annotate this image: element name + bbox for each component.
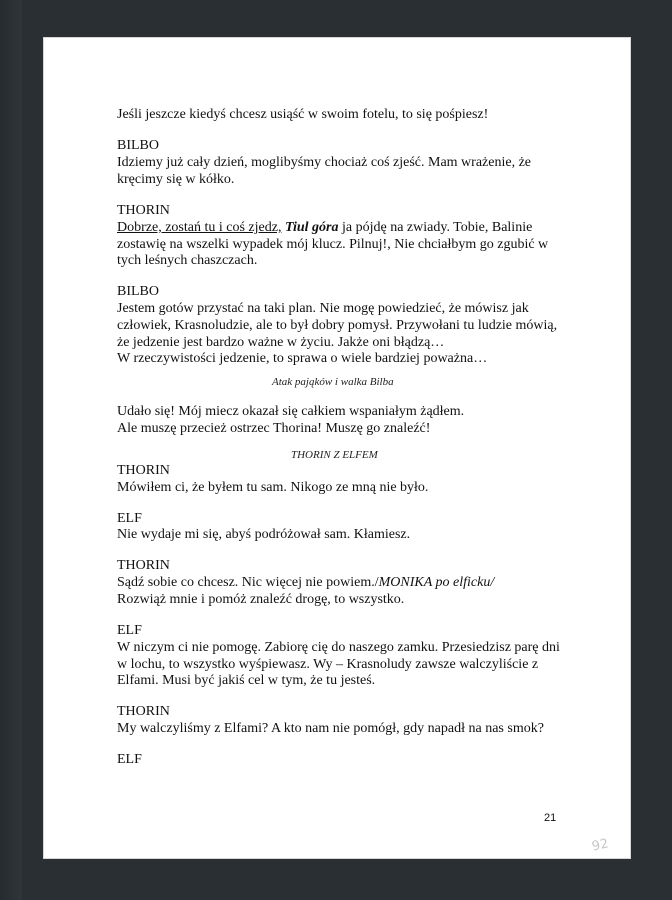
dialogue-line: tych leśnych chaszczach. bbox=[117, 253, 258, 268]
speaker-name: THORIN bbox=[117, 463, 170, 478]
dialogue-line: człowiek, Krasnoludzie, ale to był dobry pomysł. Przywołani tu ludzie mówią, bbox=[117, 318, 558, 333]
dialogue-line: Rozwiąż mnie i pomóż znaleźć drogę, to wszystko. bbox=[117, 592, 405, 607]
dialogue-line: Nie wydaje mi się, abyś podróżował sam. Kłamiesz. bbox=[117, 527, 411, 542]
speaker-name: ELF bbox=[117, 623, 142, 638]
dialogue-line: My walczyliśmy z Elfami? A kto nam nie pomógł, gdy napadł na nas smok? bbox=[117, 721, 544, 736]
dialogue-line: Udało się! Mój miecz okazał się całkiem wspaniałym żądłem. bbox=[117, 404, 465, 419]
dialogue-line: zostawię na wszelki wypadek mój klucz. Pilnuj!, Nie chciałbym go zgubić w bbox=[117, 237, 549, 252]
dialogue-line: W rzeczywistości jedzenie, to sprawa o wiele bardziej poważna… bbox=[117, 351, 488, 366]
speaker-name: BILBO bbox=[117, 284, 159, 299]
dialogue-line: w lochu, to wszystko wyśpiewasz. Wy – Krasnoludy zawsze walczyliście z bbox=[117, 657, 539, 672]
stage-note: MONIKA po elficku/ bbox=[378, 575, 495, 590]
speaker-name: THORIN bbox=[117, 558, 170, 573]
dialogue-text: Sądź sobie co chcesz. Nic więcej nie powiem./ bbox=[117, 575, 379, 590]
speaker-name: BILBO bbox=[117, 138, 159, 153]
dialogue-line bbox=[117, 574, 494, 591]
page-number: 21 bbox=[544, 812, 557, 824]
dialogue-line: W niczym ci nie pomogę. Zabiorę cię do naszego zamku. Przesiedzisz parę dni bbox=[117, 640, 560, 655]
speaker-name: ELF bbox=[117, 511, 142, 526]
dialogue-line: Jestem gotów przystać na taki plan. Nie mogę powiedzieć, że mówisz jak bbox=[117, 301, 529, 316]
scan-border bbox=[0, 0, 22, 900]
speaker-name: ELF bbox=[117, 752, 142, 767]
handwritten-page-mark: 92 bbox=[590, 836, 610, 855]
dialogue-line: Idziemy już cały dzień, moglibyśmy chociaż coś zjeść. Mam wrażenie, że bbox=[117, 155, 531, 170]
emphasized-phrase: Tiul góra bbox=[284, 220, 339, 235]
speaker-name: THORIN bbox=[117, 203, 170, 218]
underlined-phrase: Dobrze, zostań tu i coś zjedz, bbox=[117, 220, 282, 235]
dialogue-line: że jedzenie jest bardzo ważne w życiu. Jakże oni błądzą… bbox=[117, 335, 445, 350]
dialogue-line: Jeśli jeszcze kiedyś chcesz usiąść w swoim fotelu, to się pośpiesz! bbox=[117, 107, 489, 122]
dialogue-line: Mówiłem ci, że byłem tu sam. Nikogo ze mną nie było. bbox=[117, 480, 429, 495]
stage-direction: Atak pająków i walka Bilba bbox=[272, 376, 394, 388]
script-page bbox=[44, 38, 630, 858]
dialogue-line: Ale muszę przecież ostrzec Thorina! Muszę go znaleźć! bbox=[117, 421, 431, 436]
speaker-name: THORIN bbox=[117, 704, 170, 719]
dialogue-line: kręcimy się w kółko. bbox=[117, 172, 235, 187]
dialogue-line bbox=[117, 219, 532, 236]
dialogue-text: ja pójdę na zwiady. Tobie, Balinie bbox=[342, 220, 533, 235]
scene-heading: THORIN Z ELFEM bbox=[291, 449, 378, 461]
dialogue-line: Elfami. Musi być jakiś cel w tym, że tu jesteś. bbox=[117, 673, 376, 688]
